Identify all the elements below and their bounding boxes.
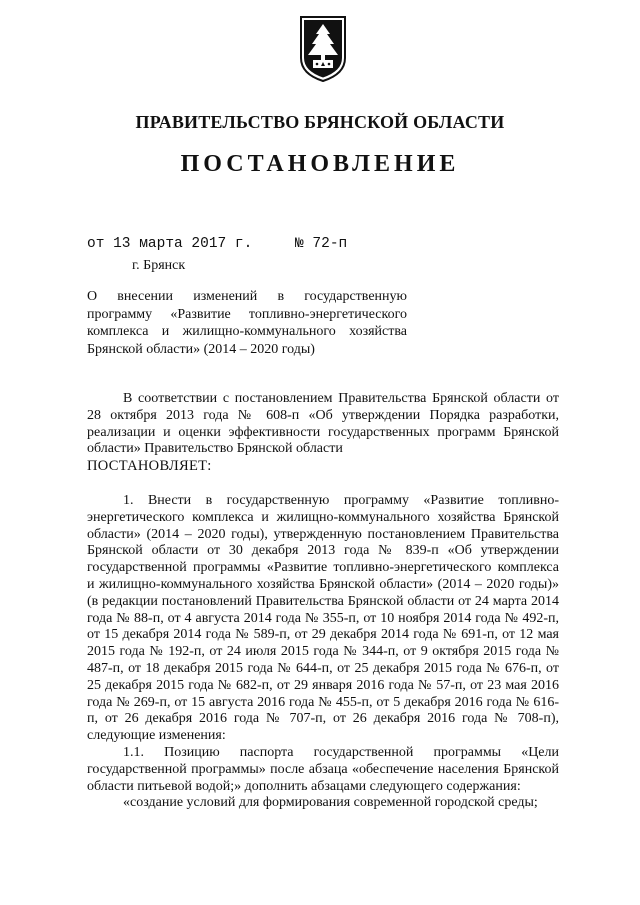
document-body xyxy=(87,391,559,812)
subject-line: О внесении изменений в государственную xyxy=(87,289,407,304)
item-1-paragraph: 1. Внести в государственную программу «Развитие топливно-энергетического комплекса и жилищно-коммунального хозяйства Брянской области» (2014 – 2020 годы), утвержденную постановлением Правительства Брянской области от 30 декабря 2013 года № 839-п «Об утверждении государственной программы «Развитие топливно-энергетического комплекса и жилищно-коммунального хозяйства Брянской области» (2014 – 2020 годы)» (в редакции постановлений Правительства Брянской области от 24 марта 2014 года № 88-п, от 4 августа 2014 года № 355-п, от 10 ноября 2014 года № 492-п, от 15 декабря 2014 года № 589-п, от 29 декабря 2014 года № 691-п, от 12 мая 2015 года № 192-п, от 24 июля 2015 года № 344-п, от 9 октября 2015 года № 487-п, от 18 декабря 2015 года № 644-п, от 25 декабря 2015 года № 676-п, от 25 декабря 2015 года № 682-п, от 29 января 2016 года № 57-п, от 23 мая 2016 года № 269-п, от 15 августа 2016 года № 455-п, от 5 декабря 2016 года № 616-п, от 26 декабря 2016 года № 707-п, от 26 декабря 2016 года № 708-п), следующие изменения: xyxy=(87,492,559,744)
decree-date: от 13 марта 2017 г. xyxy=(87,236,253,252)
item-1-1-paragraph: 1.1. Позицию паспорта государственной программы «Цели государственной программы» после абзаца «обеспечение населения Брянской области питьевой водой;» дополнить абзацами следующего содержания: xyxy=(87,744,559,794)
city-label: г. Брянск xyxy=(132,258,186,273)
date-number-line xyxy=(87,236,347,252)
decides-heading: ПОСТАНОВЛЯЕТ: xyxy=(87,458,212,475)
subject-block xyxy=(87,288,407,358)
document-type-title: ПОСТАНОВЛЕНИЕ xyxy=(180,151,460,177)
subject-line: программу «Развитие топливно-энергетического xyxy=(87,306,407,322)
preamble-paragraph: В соответствии с постановлением Правительства Брянской области от 28 октября 2013 года № 608-п «Об утверждении Порядка разработки, реализации и оценки эффективности государственных программ Брянской области» Правительство Брянской области xyxy=(87,391,559,457)
coat-of-arms-emblem xyxy=(298,14,348,84)
subject-line: Брянской области» (2014 – 2020 годы) xyxy=(87,341,315,357)
decree-number: № 72-п xyxy=(295,236,348,252)
quoted-paragraph: «создание условий для формирования современной городской среды; xyxy=(123,795,538,811)
government-title: ПРАВИТЕЛЬСТВО БРЯНСКОЙ ОБЛАСТИ xyxy=(135,112,505,132)
subject-line: комплекса и жилищно-коммунального хозяйства xyxy=(87,324,407,339)
